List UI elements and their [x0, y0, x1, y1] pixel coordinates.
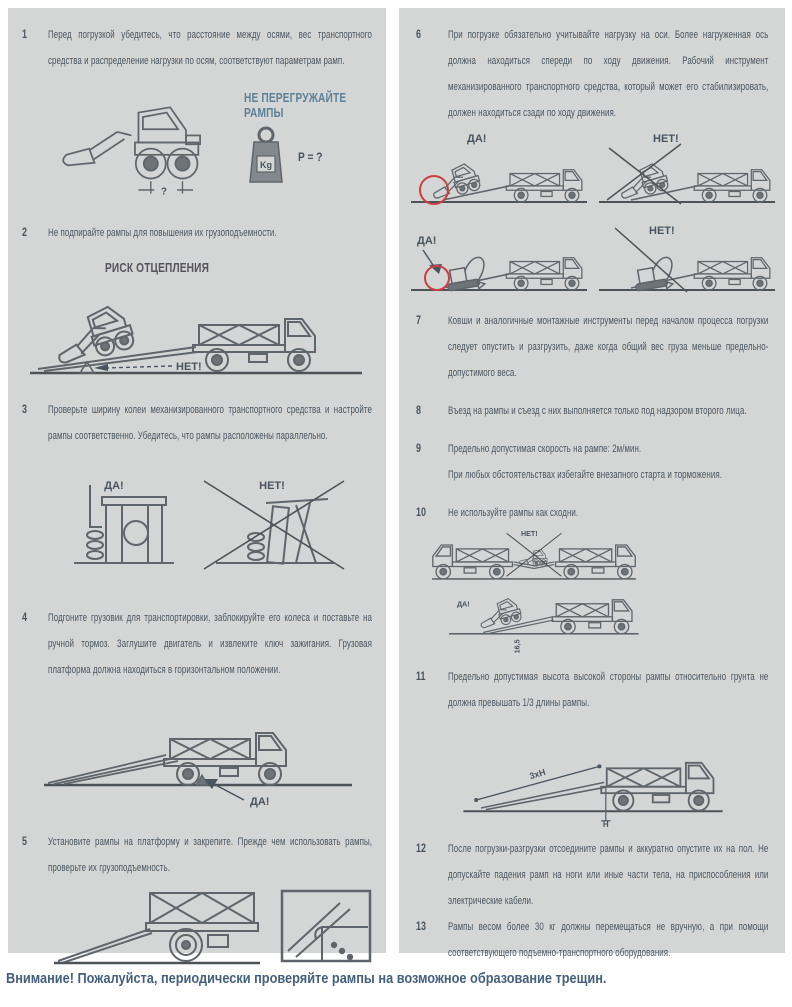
- item-number: 6: [416, 29, 421, 41]
- track-width-illustration: [44, 475, 386, 571]
- weight-kg-icon: [244, 126, 288, 188]
- item-text: Подгоните грузовик для транспортировки, заблокируйте его колеса и поставьте на ручной тормоз. Заглушите двигатель и извлеките ключ зажигания. Грузовая платформа должна находиться в горизонтальном положении.: [48, 612, 372, 676]
- instruction-item-10: [399, 500, 785, 526]
- wheel-loader-drawing: [54, 86, 230, 206]
- decoupling-risk-heading: РИСК ОТЦЕПЛЕНИЯ: [105, 260, 210, 275]
- item-text: Перед погрузкой убедитесь, что расстояние между осями, вес транспортного средства и распределение нагрузки по осям, соответствуют параметрам рамп.: [48, 29, 372, 67]
- instruction-item-5: [8, 829, 386, 881]
- decoupling-risk-illustration: [8, 260, 386, 377]
- item-number: 4: [22, 612, 27, 624]
- instruction-item-3: [8, 397, 386, 449]
- item-number: 2: [22, 227, 27, 239]
- item-text: Ковши и аналогичные монтажные инструменты перед началом процесса погрузки следует опустить и разгрузить, даже когда общий вес груза меньше предельно-допустимого веса.: [448, 315, 769, 379]
- yes-label: ДА!: [250, 796, 270, 808]
- instruction-item-11: [399, 664, 785, 716]
- item-text: Не используйте рампы как сходни.: [448, 507, 579, 519]
- item-number: 8: [416, 405, 421, 417]
- item-text: Не подпирайте рампы для повышения их грузоподъемности.: [48, 227, 277, 239]
- item-number: 10: [416, 507, 426, 519]
- instruction-item-9: [399, 436, 785, 488]
- gangway-illustration: [423, 528, 785, 656]
- ramp-mounting-illustration: [50, 887, 386, 967]
- item-number: 5: [22, 836, 27, 848]
- track-width-drawing: [44, 475, 344, 571]
- yes-label: ДА!: [456, 600, 470, 609]
- kg-label: Kg: [260, 160, 272, 170]
- decoupling-scene-drawing: [26, 277, 366, 377]
- item-number: 3: [22, 404, 27, 416]
- parked-truck-illustration: [38, 693, 386, 809]
- instruction-item-2: [8, 220, 386, 246]
- item-text: При погрузке обязательно учитывайте нагрузку на оси. Более нагруженная ось должна находиться спереди по ходу движения. Рабочий инструмент механизированного транспортного средства, который может его стабилизировать, должен находиться сзади по ходу движения.: [448, 29, 769, 119]
- ramp-height-drawing: [423, 720, 763, 828]
- no-label: НЕТ!: [520, 529, 538, 538]
- height-value-label: 16,5: [513, 639, 522, 654]
- instruction-item-12: [399, 836, 785, 914]
- avoid-sudden-start-line: При любых обстоятельствах избегайте внезапного старта и торможения.: [448, 469, 722, 481]
- ramp-mounting-drawing: [50, 887, 380, 967]
- item-text: Предельно допустимая высота высокой стороны рампы относительно грунта не должна превышать 1/3 длины рампы.: [448, 671, 769, 709]
- instruction-item-7: [399, 308, 785, 386]
- axle-load-illustration-grid: [409, 130, 785, 296]
- axle-load-drawings: [409, 130, 777, 296]
- no-label: НЕТ!: [653, 133, 679, 145]
- footer-warning: Внимание! Пожалуйста, периодически проверяйте рампы на возможное образование трещин.: [6, 970, 607, 987]
- loader-axle-illustration: [54, 86, 386, 206]
- instruction-item-1: [8, 22, 386, 74]
- item-text: Рампы весом более 30 кг должны перемещаться не вручную, а при помощи соответствующего подъемно-транспортного оборудования.: [448, 921, 769, 959]
- gangway-drawings: [423, 528, 763, 656]
- dont-overload-heading-line2: РАМПЫ: [244, 105, 284, 120]
- item-number: 13: [416, 921, 426, 933]
- item-number: 1: [22, 29, 27, 41]
- instruction-item-13: [399, 914, 785, 966]
- speed-limit-line: Предельно допустимая скорость на рампе: 2м/мин.: [448, 443, 642, 455]
- p-equals-label: P = ?: [298, 150, 323, 164]
- item-text: Проверьте ширину колеи механизированного транспортного средства и настройте рампы соответственно. Убедитесь, что рампы расположены параллельно.: [48, 404, 372, 442]
- yes-label: ДА!: [417, 235, 437, 247]
- item-text: [448, 436, 768, 488]
- ramp-height-illustration: [423, 720, 785, 828]
- item-number: 7: [416, 315, 421, 327]
- no-label: НЕТ!: [259, 480, 285, 492]
- axle-distance-question-label: ?: [161, 186, 167, 198]
- item-text: После погрузки-разгрузки отсоедините рампы и аккуратно опустите их на пол. Не допускайте падения рамп на ноги или иные части тела, на приспособления или электрические кабели.: [448, 843, 769, 907]
- item-number: 9: [416, 443, 421, 455]
- yes-label: ДА!: [467, 133, 487, 145]
- ramp-length-label: 3хН: [528, 766, 547, 782]
- instruction-item-6: [399, 22, 785, 126]
- parked-truck-drawing: [38, 693, 358, 809]
- yes-label: ДА!: [104, 480, 124, 492]
- no-label: НЕТ!: [176, 361, 202, 373]
- item-text: Установите рампы на платформу и закрепите. Прежде чем использовать рампы, проверьте их грузоподъемность.: [48, 836, 372, 874]
- item-text: Въезд на рампы и съезд с них выполняется только под надзором второго лица.: [448, 405, 747, 417]
- instruction-item-4: [8, 605, 386, 683]
- no-label: НЕТ!: [649, 225, 675, 237]
- right-column-panel: [399, 8, 785, 959]
- left-column-panel: [8, 8, 386, 953]
- overload-warning-block: [244, 90, 375, 188]
- dont-overload-heading-line1: НЕ ПЕРЕГРУЖАЙТЕ: [244, 90, 347, 105]
- item-number: 11: [416, 671, 426, 683]
- item-number: 12: [416, 843, 426, 855]
- height-h-label: Н: [602, 820, 609, 830]
- instruction-item-8: [399, 398, 785, 424]
